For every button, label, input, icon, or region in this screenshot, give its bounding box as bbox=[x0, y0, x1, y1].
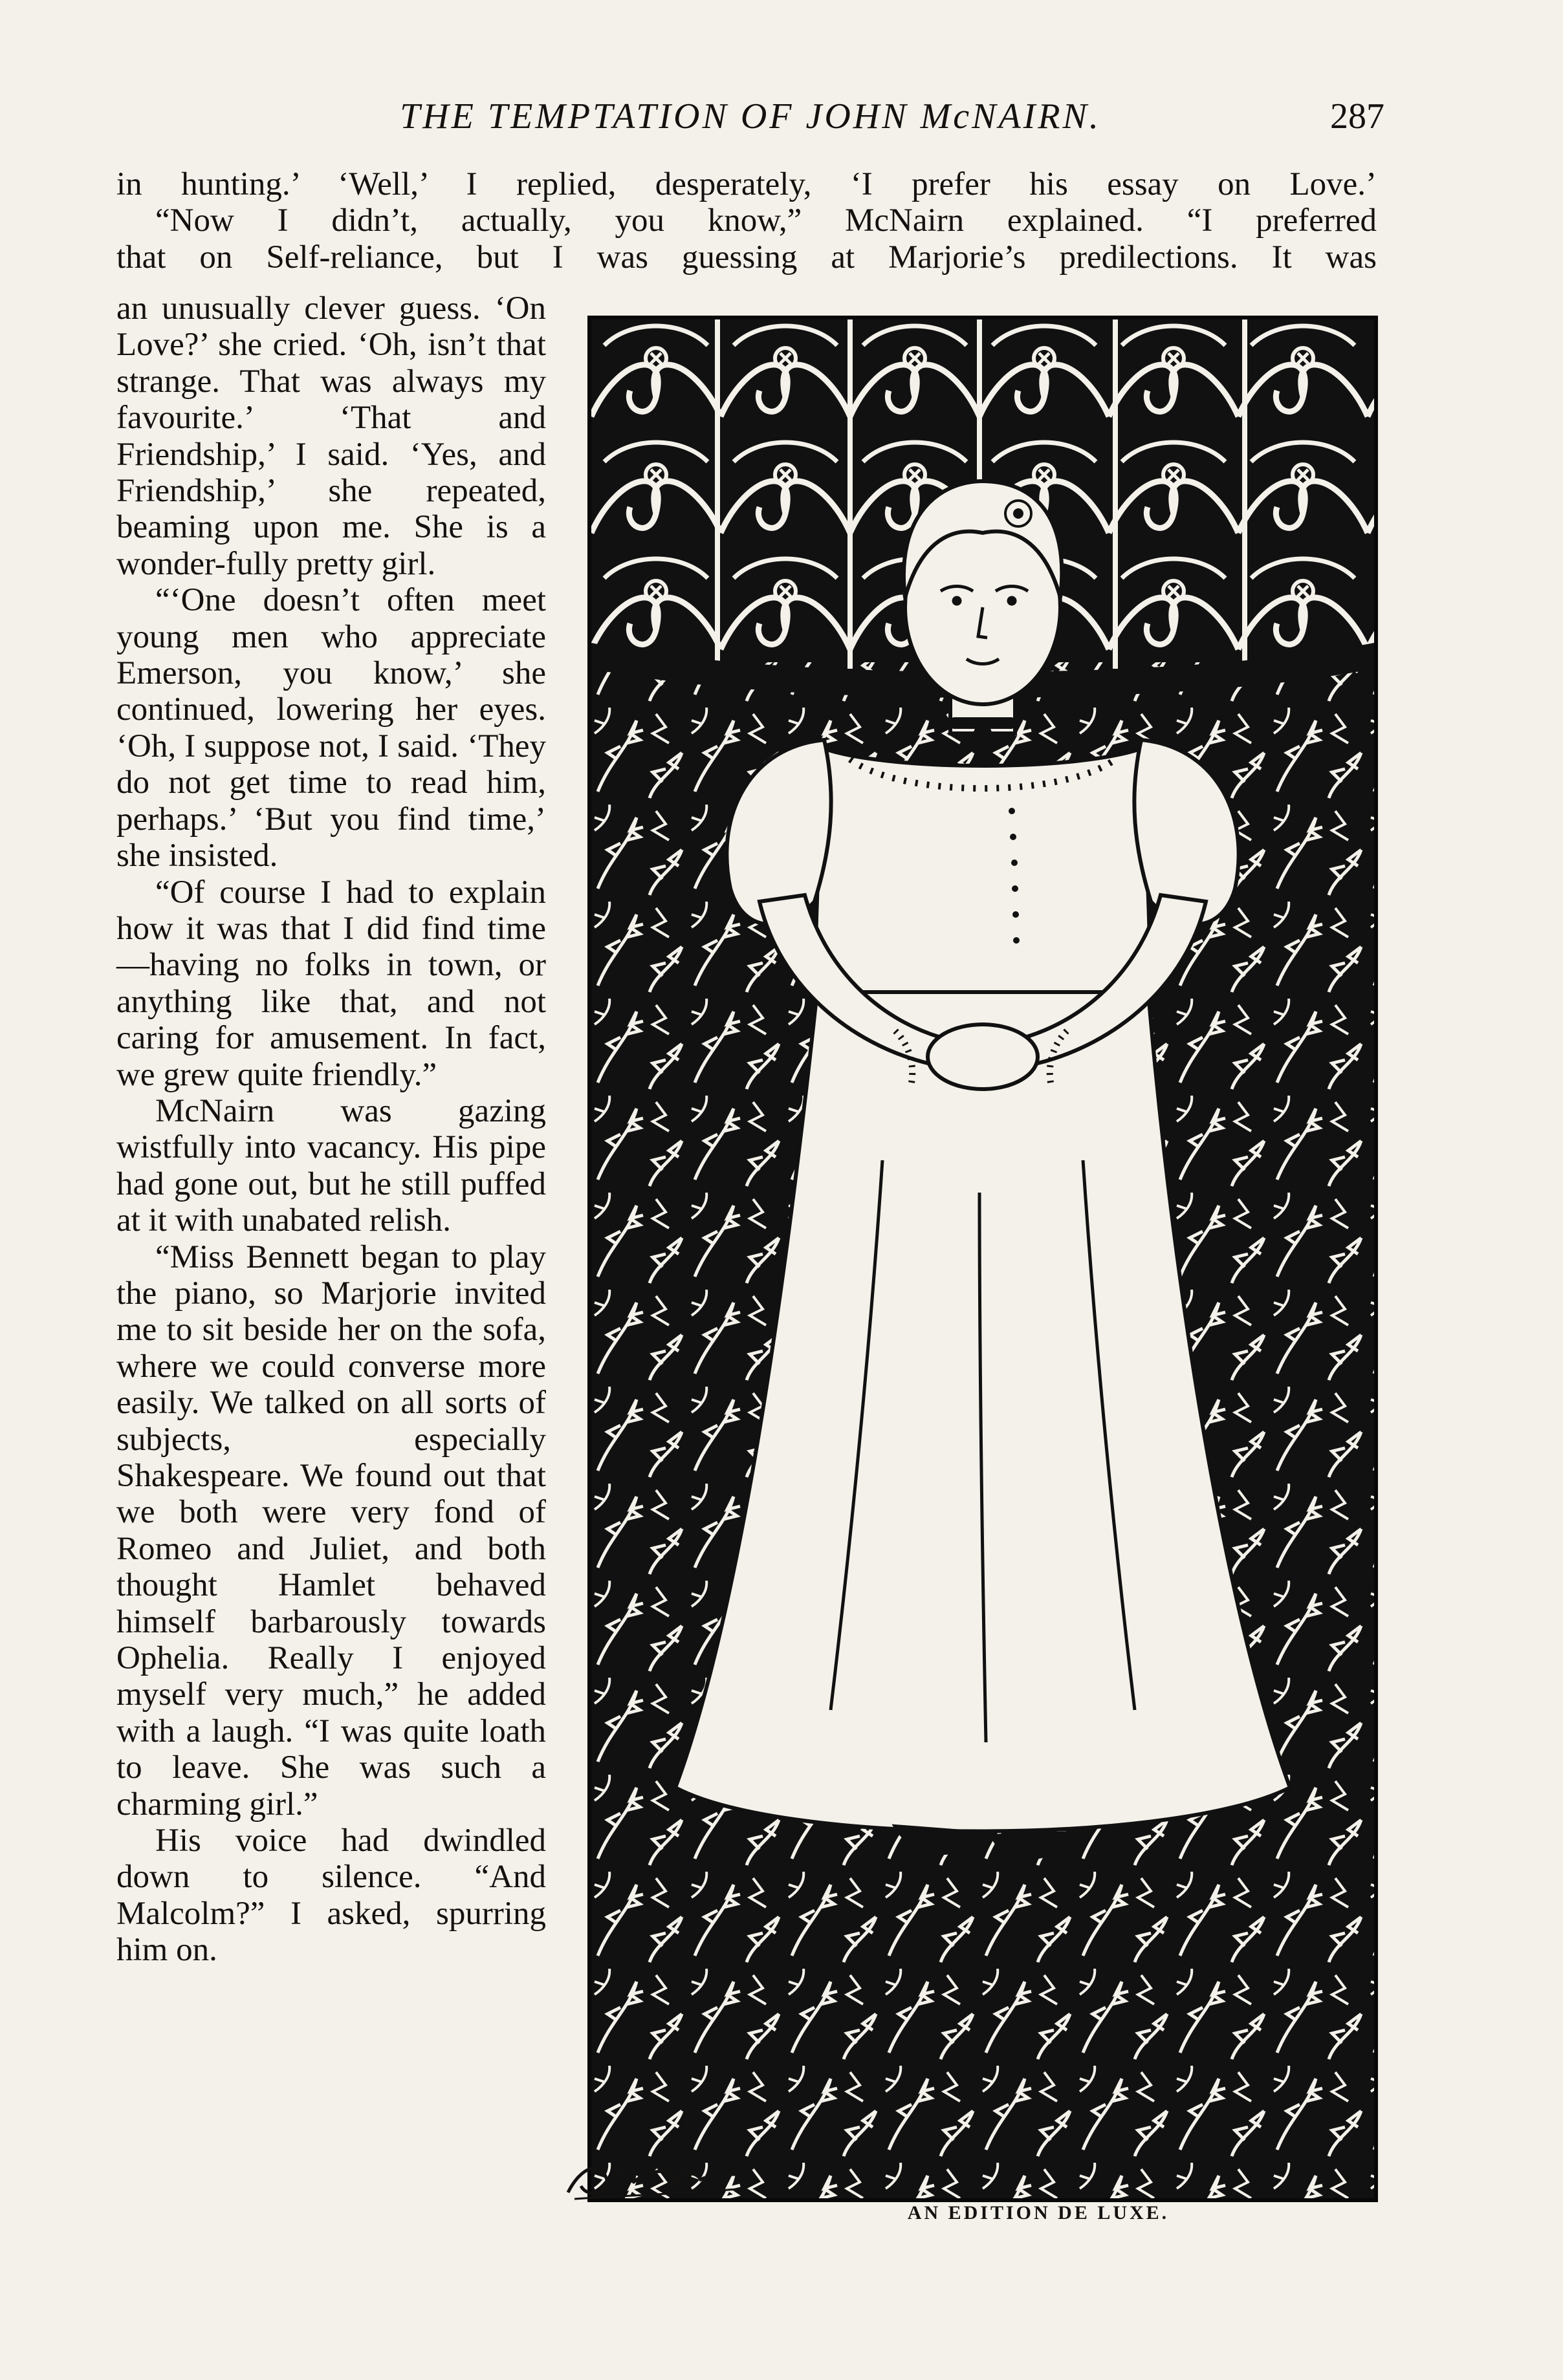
page-header bbox=[116, 96, 1384, 147]
full-width-text bbox=[116, 166, 1377, 276]
paragraph: His voice had dwindled down to silence. “And Malcolm?” I asked, spurring him on. bbox=[116, 1823, 546, 1969]
page-number: 287 bbox=[1330, 96, 1384, 136]
paragraph: “‘One doesn’t often meet young men who appreciate Emerson, you know,’ she continued, lowering her eyes. ‘Oh, I suppose not, I said. ‘They do not get time to read him, perhaps.’ ‘But you find time,’ she insisted. bbox=[116, 582, 546, 874]
paragraph: McNairn was gazing wistfully into vacancy. His pipe had gone out, but he still puffed at it with unabated relish. bbox=[116, 1092, 546, 1239]
paragraph: “Of course I had to explain how it was that I did find time—having no folks in town, or anything like that, and not caring for amusement. In fact, we grew quite friendly.” bbox=[116, 874, 546, 1093]
text-line: that on Self-reliance, but I was guessing at Marjorie’s predilections. It was bbox=[116, 239, 1377, 276]
text-line: in hunting.’ ‘Well,’ I replied, desperately, ‘I prefer his essay on Love.’ bbox=[116, 166, 1377, 202]
paragraph: an unusually clever guess. ‘On Love?’ she cried. ‘Oh, isn’t that strange. That was always my favourite.’ ‘That and Friendship,’ I said. ‘Yes, and Friendship,’ she repeated, beaming upon me. She is a wonder-fully pretty girl. bbox=[116, 290, 546, 582]
illustration-woman-in-white-dress bbox=[587, 316, 1378, 2202]
artist-signature-icon bbox=[562, 2147, 756, 2205]
illustration-artwork bbox=[591, 319, 1374, 2198]
text-line: “Now I didn’t, actually, you know,” McNairn explained. “I preferred bbox=[155, 202, 1377, 239]
running-head: THE TEMPTATION OF JOHN McNAIRN. bbox=[400, 96, 1101, 136]
paragraph: “Miss Bennett began to play the piano, so Marjorie invited me to sit beside her on the sofa, where we could converse more easily. We talked on all sorts of subjects, especially Shakespeare. We found out that we both were very fond of Romeo and Juliet, and both thought Hamlet behaved himself barbarously towards Ophelia. Really I enjoyed myself very much,” he added with a laugh. “I was quite loath to leave. She was such a charming girl.” bbox=[116, 1239, 546, 1823]
illustration-caption: AN EDITION DE LUXE. bbox=[907, 2202, 1170, 2223]
side-column-text bbox=[116, 290, 546, 1969]
